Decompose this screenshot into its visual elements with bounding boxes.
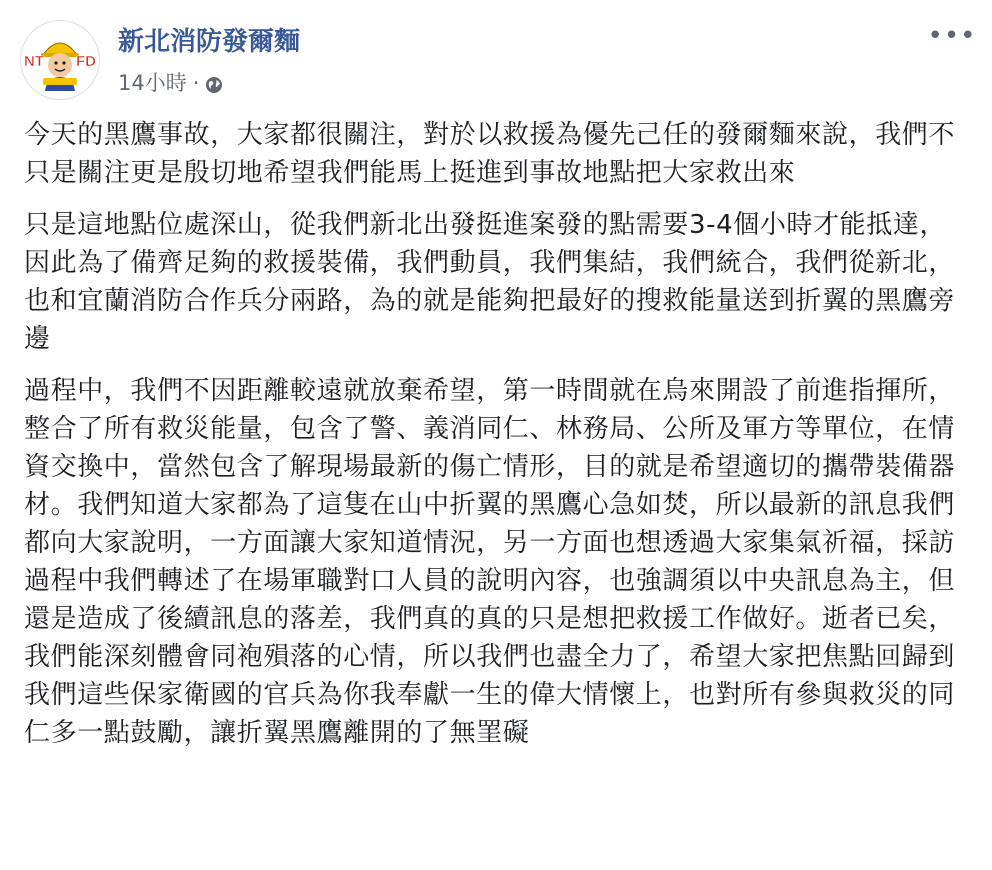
globe-icon[interactable] [205, 74, 223, 92]
post-paragraph-2: 只是這地點位處深山，從我們新北出發挺進案發的點需要3-4個小時才能抵達，因此為了備齊足夠的救援裝備，我們動員，我們集結，我們統合，我們從新北，也和宜蘭消防合作兵分兩路，為的就是能夠把最好的搜救能量送到折翼的黑鷹旁邊 [24, 210, 956, 354]
ntfd-logo-icon [21, 21, 99, 99]
logo-text-left: NT [24, 53, 44, 70]
post-body [24, 116, 972, 766]
post-timestamp[interactable]: 14小時 [118, 71, 187, 95]
post-header [20, 20, 977, 102]
meta-separator: · [192, 71, 200, 95]
page-name-link[interactable]: 新北消防發爾麵 [118, 27, 301, 57]
post-paragraph-3: 過程中，我們不因距離較遠就放棄希望，第一時間就在烏來開設了前進指揮所，整合了所有救災能量，包含了警、義消同仁、林務局、公所及軍方等單位，在情資交換中，當然包含了解現場最新的傷亡情形，目的就是希望適切的攜帶裝備器材。我們知道大家都為了這隻在山中折翼的黑鷹心急如焚，所以最新的訊息我們都向大家說明，一方面讓大家知道情況，另一方面也想透過大家集氣祈福，採訪過程中我們轉述了在場軍職對口人員的說明內容，也強調須以中央訊息為主，但還是造成了後續訊息的落差，我們真的真的只是想把救援工作做好。逝者已矣，我們能深刻體會同袍殞落的心情，所以我們也盡全力了，希望大家把焦點回歸到我們這些保家衛國的官兵為你我奉獻一生的偉大情懷上，也對所有參與救災的同仁多一點鼓勵，讓折翼黑鷹離開的了無罣礙 [24, 376, 956, 748]
post-paragraph-1: 今天的黑鷹事故，大家都很關注，對於以救援為優先己任的發爾麵來說，我們不只是關注更是殷切地希望我們能馬上挺進到事故地點把大家救出來 [24, 120, 956, 188]
post-options-button[interactable] [927, 21, 977, 51]
page-avatar[interactable] [20, 20, 100, 100]
logo-text-right: FD [76, 53, 96, 70]
more-horizontal-icon: ••• [927, 21, 977, 51]
post-meta [118, 70, 223, 96]
